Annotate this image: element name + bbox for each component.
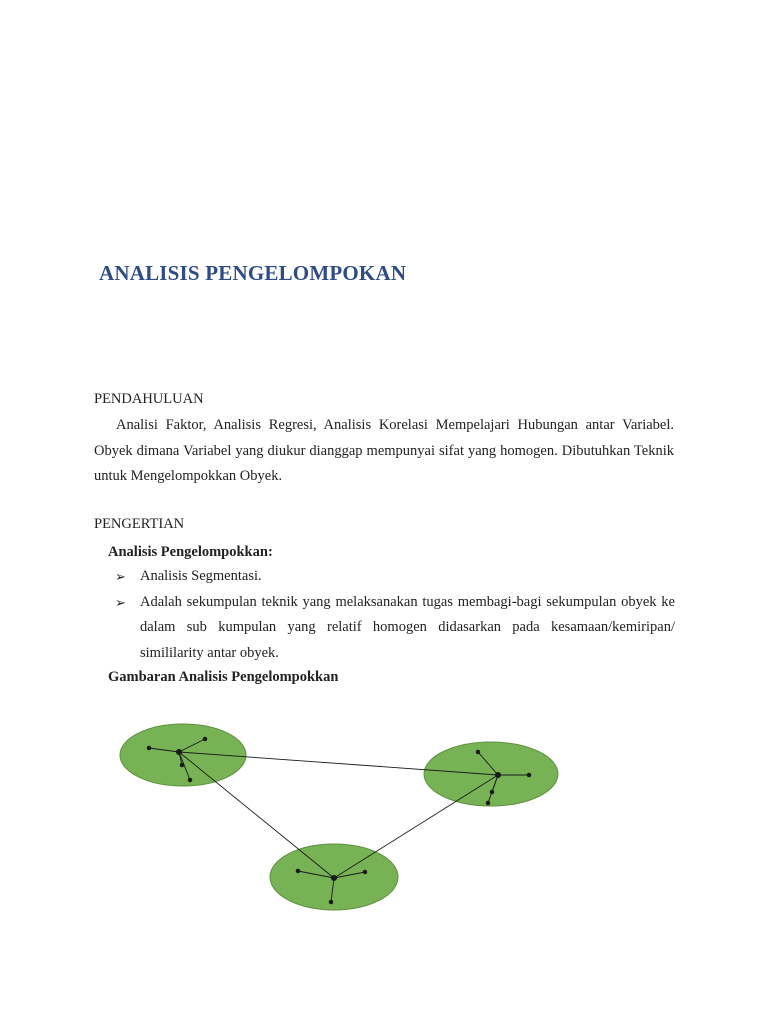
intro-paragraph bbox=[94, 413, 674, 490]
arrowhead-bullet-icon: ➢ bbox=[115, 594, 126, 610]
definition-heading: PENGERTIAN bbox=[94, 516, 185, 532]
figure-caption: Gambaran Analisis Pengelompokkan bbox=[108, 669, 339, 685]
list-item bbox=[115, 590, 675, 667]
intro-text: Analisi Faktor, Analisis Regresi, Analisis Korelasi Mempelajari Hubungan antar Variabel. Obyek dimana Variabel yang diukur dianggap mempunyai sifat yang homogen. Dibutuhkan Teknik untuk Mengelompokkan Obyek. bbox=[94, 417, 674, 484]
list-item-text: Analisis Segmentasi. bbox=[140, 568, 262, 584]
definition-list bbox=[115, 564, 675, 666]
cluster-ellipse bbox=[424, 742, 558, 806]
intro-heading: PENDAHULUAN bbox=[94, 391, 204, 407]
definition-subheading: Analisis Pengelompokkan: bbox=[108, 544, 273, 560]
list-item-text: Adalah sekumpulan teknik yang melaksanakan tugas membagi-bagi sekumpulan obyek ke dalam sub kumpulan yang relatif homogen didasarkan pada kesamaan/kemiripan/ simililarity antar obyek. bbox=[140, 593, 675, 661]
link-line bbox=[334, 775, 498, 878]
cluster-right bbox=[424, 742, 558, 806]
link-line bbox=[179, 752, 334, 878]
list-item bbox=[115, 564, 675, 590]
arrowhead-bullet-icon: ➢ bbox=[115, 569, 126, 584]
cluster-diagram bbox=[110, 715, 570, 915]
page-title: ANALISIS PENGELOMPOKAN bbox=[99, 261, 407, 285]
